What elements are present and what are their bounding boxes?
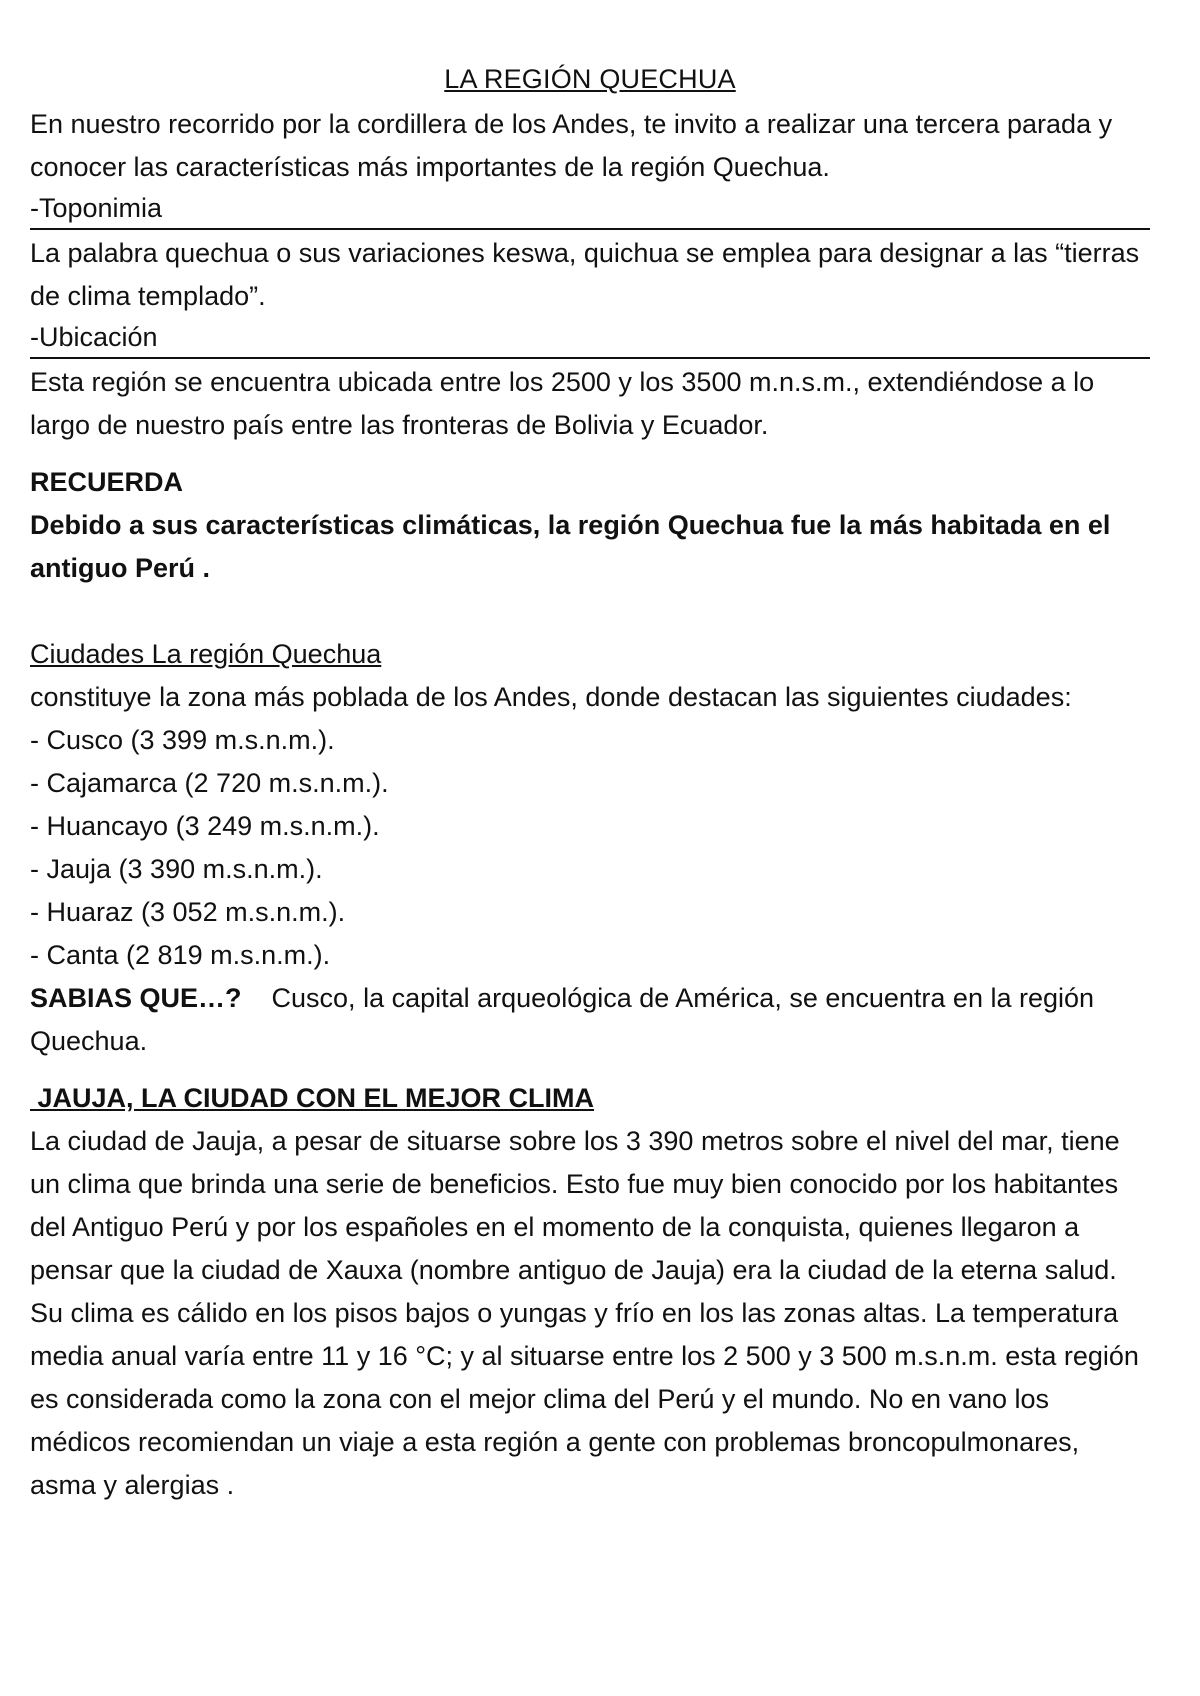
list-item: - Cajamarca (2 720 m.s.n.m.). xyxy=(30,768,389,798)
page-title: LA REGIÓN QUECHUA xyxy=(444,64,736,94)
spacer xyxy=(30,590,1150,633)
spacer xyxy=(30,447,1150,461)
list-item: - Cusco (3 399 m.s.n.m.). xyxy=(30,725,335,755)
toponimia-heading: -Toponimia xyxy=(30,189,1150,230)
jauja-heading: JAUJA, LA CIUDAD CON EL MEJOR CLIMA xyxy=(30,1083,595,1113)
sabias-text: Cusco, la capital arqueológica de América, se encuentra en la región Quechua. xyxy=(30,983,1095,1056)
ubicacion-text: Esta región se encuentra ubicada entre los 2500 y los 3500 m.n.s.m., extendiéndose a lo largo de nuestro país entre las fronteras de Bolivia y Ecuador. xyxy=(30,367,1095,440)
toponimia-text: La palabra quechua o sus variaciones keswa, quichua se emplea para designar a las “tierras de clima templado”. xyxy=(30,238,1140,311)
sabias-paragraph xyxy=(30,977,1150,1063)
list-item: - Jauja (3 390 m.s.n.m.). xyxy=(30,854,323,884)
jauja-text: La ciudad de Jauja, a pesar de situarse sobre los 3 390 metros sobre el nivel del mar, tiene un clima que brinda una serie de beneficios. Esto fue muy bien conocido por los habitantes del Antiguo Perú y por los españoles en el momento de la conquista, quienes llegaron a pensar que la ciudad de Xauxa (nombre antiguo de Jauja) era la ciudad de la eterna salud. Su clima es cálido en los pisos bajos o yungas y frío en los las zonas altas. La temperatura media anual varía entre 11 y 16 °C; y al situarse entre los 2 500 y 3 500 m.s.n.m. esta región es considerada como la zona con el mejor clima del Perú y el mundo. No en vano los médicos recomiendan un viaje a esta región a gente con problemas broncopulmonares, asma y alergias . xyxy=(30,1126,1139,1500)
list-item: - Canta (2 819 m.s.n.m.). xyxy=(30,940,331,970)
ciudades-text: constituye la zona más poblada de los Andes, donde destacan las siguientes ciudades: xyxy=(30,682,1072,712)
ciudades-heading: Ciudades La región Quechua xyxy=(30,639,382,669)
list-item: - Huaraz (3 052 m.s.n.m.). xyxy=(30,897,346,927)
sabias-label: SABIAS QUE…? xyxy=(30,983,242,1013)
city-list xyxy=(30,719,1150,977)
spacer xyxy=(30,1063,1150,1077)
ubicacion-heading: -Ubicación xyxy=(30,318,1150,359)
recuerda-label: RECUERDA xyxy=(30,467,184,497)
recuerda-text: Debido a sus características climáticas, la región Quechua fue la más habitada en el antiguo Perú . xyxy=(30,510,1111,583)
list-item: - Huancayo (3 249 m.s.n.m.). xyxy=(30,811,380,841)
intro-paragraph: En nuestro recorrido por la cordillera de los Andes, te invito a realizar una tercera parada y conocer las características más importantes de la región Quechua. xyxy=(30,109,1113,182)
